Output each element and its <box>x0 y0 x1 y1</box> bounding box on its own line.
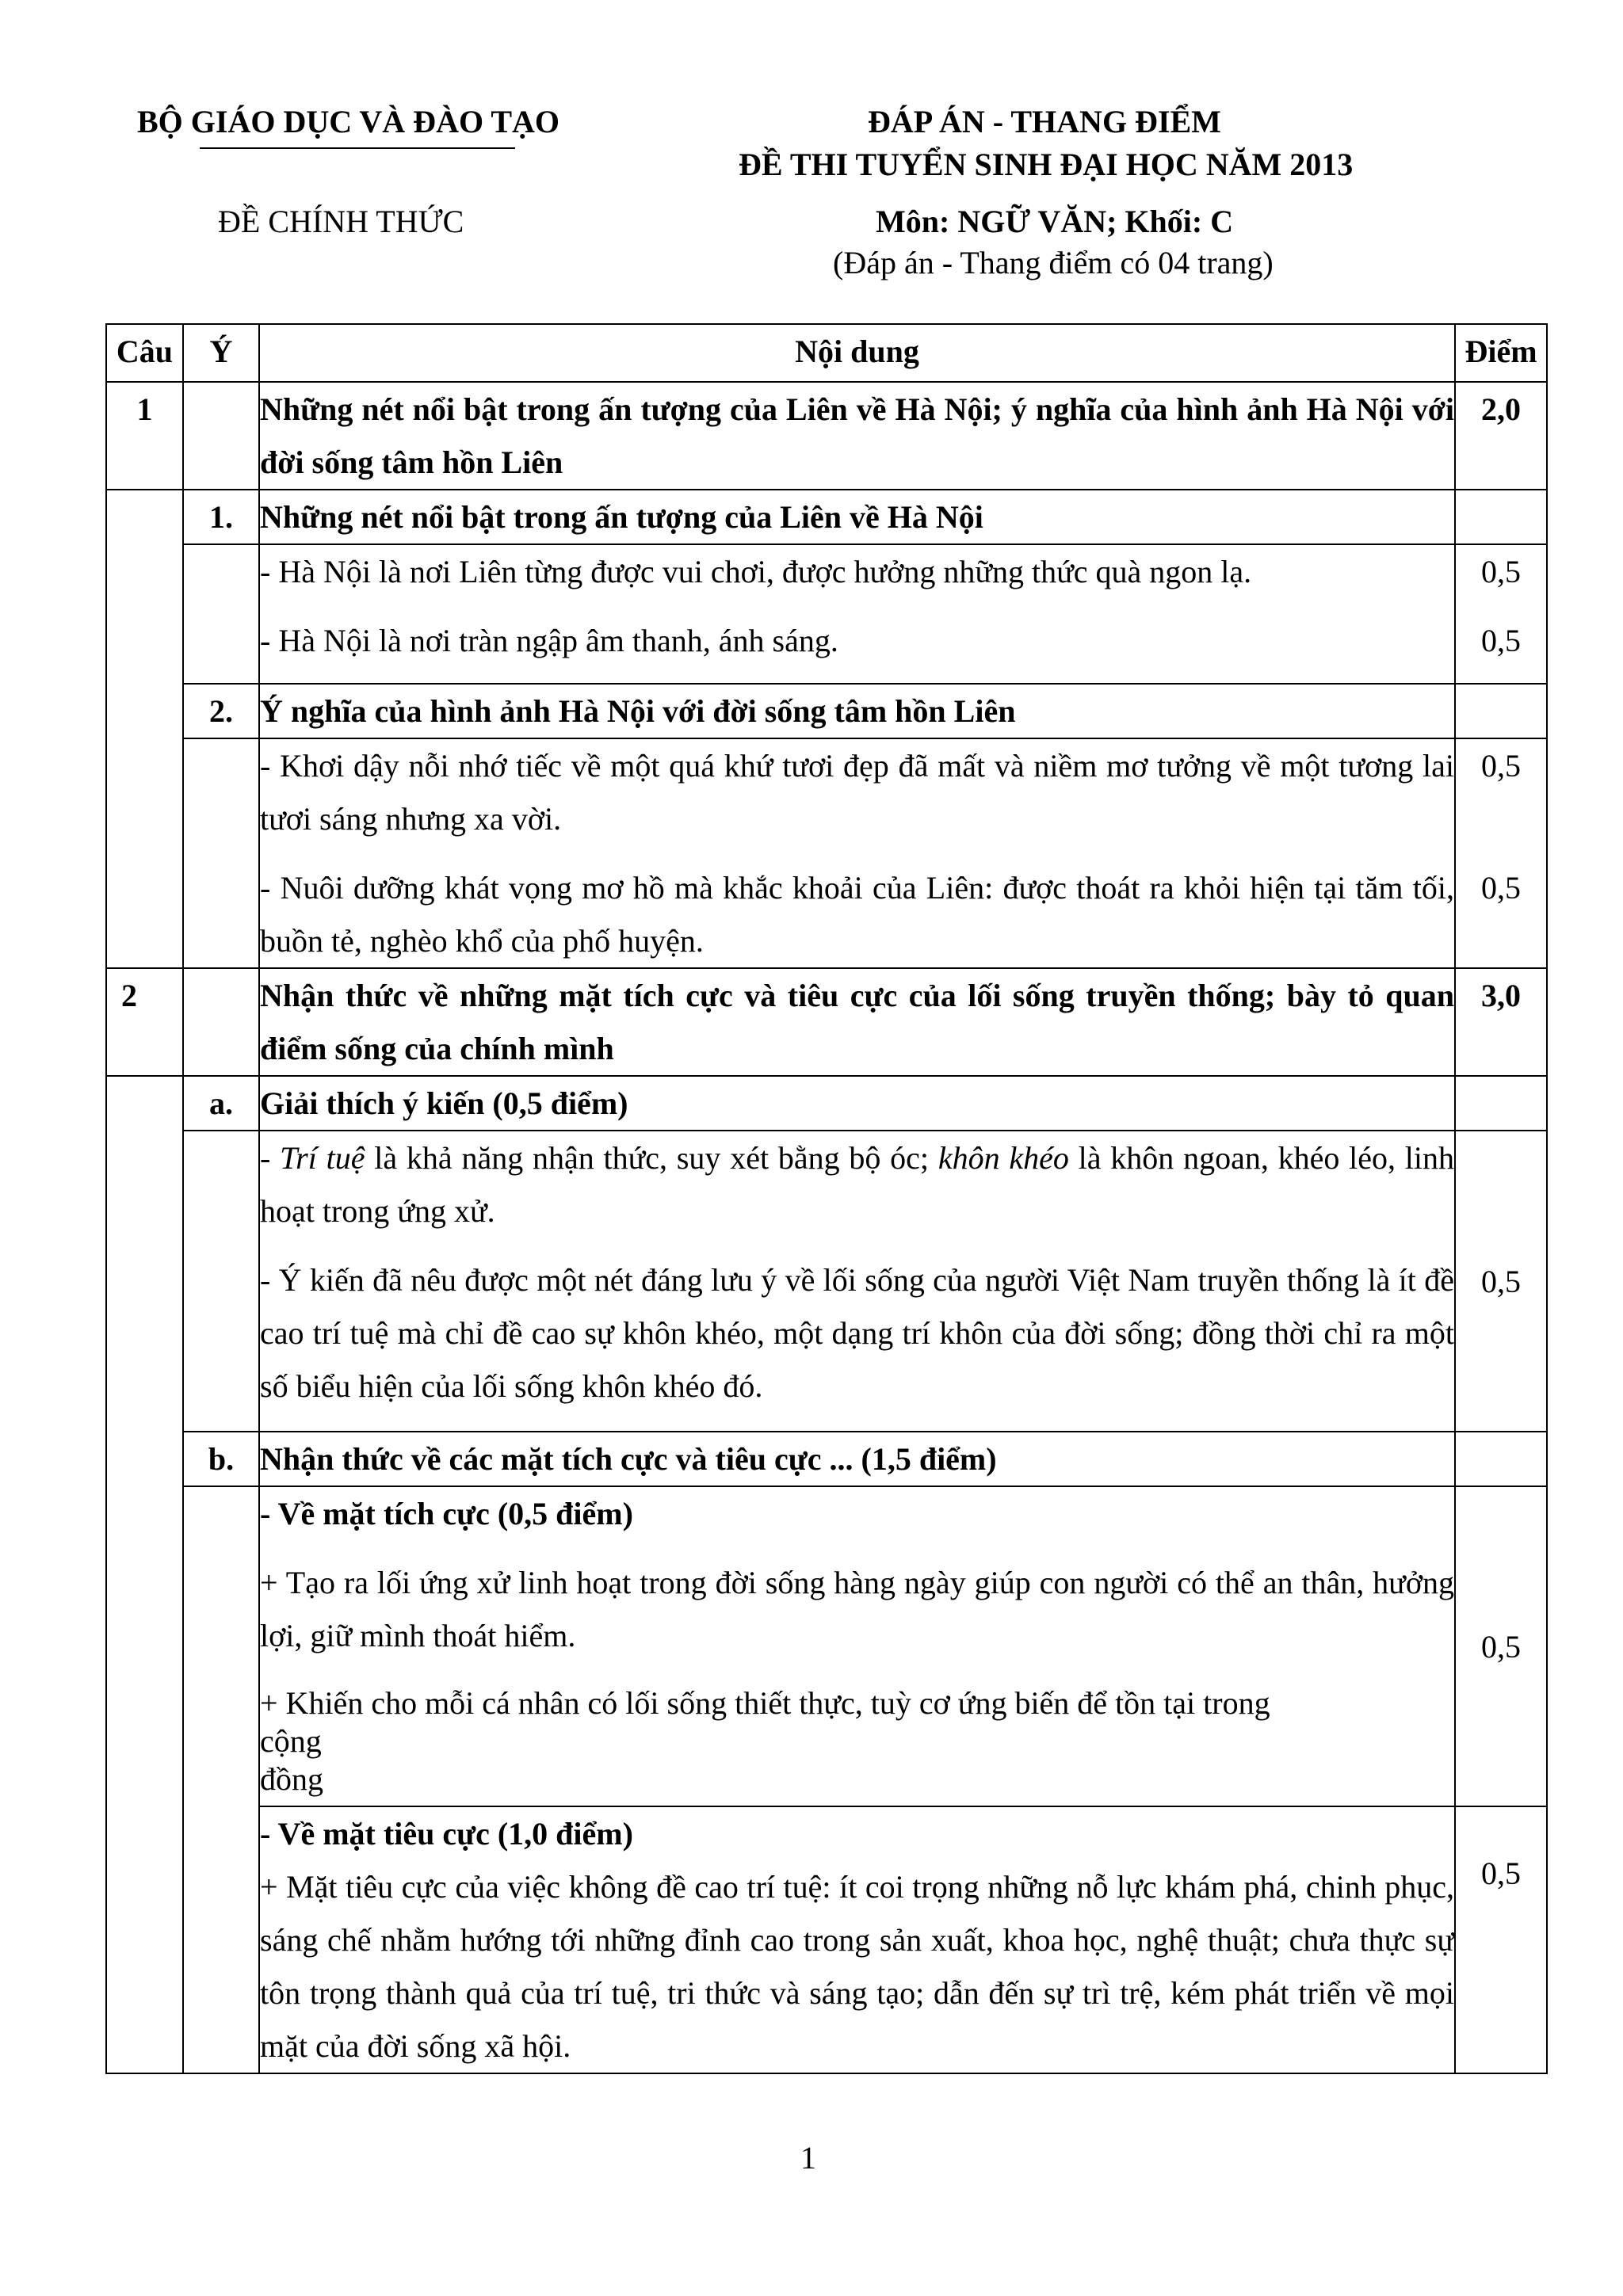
table-header-row <box>106 324 1547 382</box>
q2-y-empty <box>183 968 259 1076</box>
q1-number: 1 <box>106 382 183 490</box>
q1-p2-label: 2. <box>183 684 259 738</box>
q2-a-line2: - Ý kiến đã nêu được một nét đáng lưu ý về lối sống của người Việt Nam truyền thống là ít đề cao trí tuệ mà chỉ đề cao sự khôn khéo, một dạng trí khôn của đời sống; đồng thời chỉ ra một số biểu hiện của lối sống khôn khéo đó. <box>260 1262 1454 1404</box>
q1-p1-y-empty <box>183 544 259 684</box>
table-row <box>106 684 1547 738</box>
q2-b-y-empty <box>183 1806 259 2073</box>
q2-b-negative <box>259 1806 1455 2073</box>
ministry-underline <box>200 147 515 149</box>
q1-p1-title: Những nét nổi bật trong ấn tượng của Liên về Hà Nội <box>259 490 1455 544</box>
table-row <box>106 1432 1547 1486</box>
q1-p2-line2: - Nuôi dưỡng khát vọng mơ hồ mà khắc khoải của Liên: được thoát ra khỏi hiện tại tăm tối, buồn tẻ, nghèo khổ của phố huyện. <box>260 870 1454 959</box>
q1-score: 2,0 <box>1455 382 1547 490</box>
q1-p1-content <box>259 544 1455 684</box>
q2-a-line1-end: là khôn ngoan, khéo léo, linh hoạt trong ứng xử. <box>260 1140 1455 1229</box>
negative-score: 0,5 <box>1455 1806 1547 2073</box>
table-row <box>106 1806 1547 2073</box>
q2-score: 3,0 <box>1455 968 1547 1076</box>
q1-col-empty <box>106 544 183 684</box>
table-row <box>106 382 1547 490</box>
q2-col-empty <box>106 1131 183 1432</box>
positive-line2a: + Khiến cho mỗi cá nhân có lối sống thiết thực, tuỳ cơ ứng biến để tồn tại trong <box>260 1685 1270 1721</box>
term-khon-kheo: khôn khéo <box>938 1140 1069 1176</box>
q1-p1-label: 1. <box>183 490 259 544</box>
q1-p1-score2: 0,5 <box>1481 623 1521 658</box>
table-row <box>106 1131 1547 1432</box>
q2-a-label: a. <box>183 1076 259 1131</box>
official-label: ĐỀ CHÍNH THỨC <box>218 204 464 239</box>
q2-a-score: 0,5 <box>1455 1131 1547 1432</box>
positive-line2b: cộng <box>260 1723 322 1759</box>
subject-line: Môn: NGỮ VĂN; Khối: C <box>876 204 1234 239</box>
q2-col-empty <box>106 1076 183 1131</box>
table-row <box>106 1486 1547 1806</box>
positive-line1: + Tạo ra lối ứng xử linh hoạt trong đời sống hàng ngày giúp con người có thể an thân, hưởng lợi, giữ mình thoát hiểm. <box>260 1565 1454 1653</box>
q1-p2-score1: 0,5 <box>1481 748 1521 784</box>
q2-b-positive <box>259 1486 1455 1806</box>
q2-col-empty <box>106 1432 183 1486</box>
table-row <box>106 490 1547 544</box>
q1-col-empty <box>106 738 183 968</box>
table-row <box>106 968 1547 1076</box>
positive-score: 0,5 <box>1455 1486 1547 1806</box>
answer-title: ĐÁP ÁN - THANG ĐIỂM <box>868 104 1221 139</box>
q1-p2-title: Ý nghĩa của hình ảnh Hà Nội với đời sống tâm hồn Liên <box>259 684 1455 738</box>
q2-a-line1: - Trí tuệ là khả năng nhận thức, suy xét bằng bộ óc; khôn khéo là khôn ngoan, khéo léo, linh hoạt trong ứng xử. <box>260 1140 1455 1229</box>
q1-p2-score-empty <box>1455 684 1547 738</box>
positive-line2 <box>260 1678 1454 1798</box>
page-number: 1 <box>800 2140 816 2176</box>
header-y: Ý <box>183 324 259 382</box>
q2-b-y-empty <box>183 1486 259 1806</box>
negative-line1: + Mặt tiêu cực của việc không đề cao trí tuệ: ít coi trọng những nỗ lực khám phá, chinh phục, sáng chế nhằm hướng tới những đỉnh cao trong sản xuất, khoa học, nghệ thuật; chưa thực sự tôn trọng thành quả của trí tuệ, tri thức và sáng tạo; dẫn đến sự trì trệ, kém phát triển về mọi mặt của đời sống xã hội. <box>260 1869 1454 2064</box>
ministry-name: BỘ GIÁO DỤC VÀ ĐÀO TẠO <box>137 104 560 139</box>
q2-title: Nhận thức về những mặt tích cực và tiêu cực của lối sống truyền thống; bày tỏ quan điểm sống của chính mình <box>259 968 1455 1076</box>
q1-p2-score2: 0,5 <box>1481 870 1521 906</box>
positive-title: - Về mặt tích cực (0,5 điểm) <box>260 1496 633 1531</box>
q1-p2-line1: - Khơi dậy nỗi nhớ tiếc về một quá khứ tươi đẹp đã mất và niềm mơ tưởng về một tương lai tươi sáng nhưng xa vời. <box>260 748 1454 837</box>
q1-col-empty <box>106 684 183 738</box>
exam-title: ĐỀ THI TUYỂN SINH ĐẠI HỌC NĂM 2013 <box>739 147 1354 182</box>
q2-b-score-empty <box>1455 1432 1547 1486</box>
negative-title: - Về mặt tiêu cực (1,0 điểm) <box>260 1816 633 1852</box>
q1-p2-y-empty <box>183 738 259 968</box>
q2-a-score-empty <box>1455 1076 1547 1131</box>
header-score: Điểm <box>1455 324 1547 382</box>
q2-b-title: Nhận thức về các mặt tích cực và tiêu cực ... (1,5 điểm) <box>259 1432 1455 1486</box>
q2-number: 2 <box>106 968 183 1076</box>
q2-col-empty <box>106 1806 183 2073</box>
q1-title: Những nét nổi bật trong ấn tượng của Liên về Hà Nội; ý nghĩa của hình ảnh Hà Nội với đời sống tâm hồn Liên <box>259 382 1455 490</box>
q1-p1-line1: - Hà Nội là nơi Liên từng được vui chơi, được hưởng những thức quà ngon lạ. <box>260 554 1252 589</box>
q2-a-content <box>259 1131 1455 1432</box>
q1-p1-line2: - Hà Nội là nơi tràn ngập âm thanh, ánh sáng. <box>260 623 838 658</box>
positive-line2c: đồng <box>260 1761 323 1797</box>
q2-a-line1-mid: là khả năng nhận thức, suy xét bằng bộ óc; <box>365 1140 938 1176</box>
q1-col-empty <box>106 490 183 544</box>
term-tri-tue: Trí tuệ <box>280 1140 365 1176</box>
pages-note: (Đáp án - Thang điểm có 04 trang) <box>833 245 1274 280</box>
table-row <box>106 1076 1547 1131</box>
q2-a-title: Giải thích ý kiến (0,5 điểm) <box>259 1076 1455 1131</box>
q1-p1-scores <box>1455 544 1547 684</box>
q1-p2-scores <box>1455 738 1547 968</box>
q2-b-label: b. <box>183 1432 259 1486</box>
q1-p1-score1: 0,5 <box>1481 554 1521 589</box>
answer-table <box>105 323 1548 2074</box>
q1-p1-score-empty <box>1455 490 1547 544</box>
q1-p2-content <box>259 738 1455 968</box>
table-row <box>106 738 1547 968</box>
q1-y-empty <box>183 382 259 490</box>
q2-a-y-empty <box>183 1131 259 1432</box>
header-cau: Câu <box>106 324 183 382</box>
header-content: Nội dung <box>259 324 1455 382</box>
q2-col-empty <box>106 1486 183 1806</box>
table-row <box>106 544 1547 684</box>
